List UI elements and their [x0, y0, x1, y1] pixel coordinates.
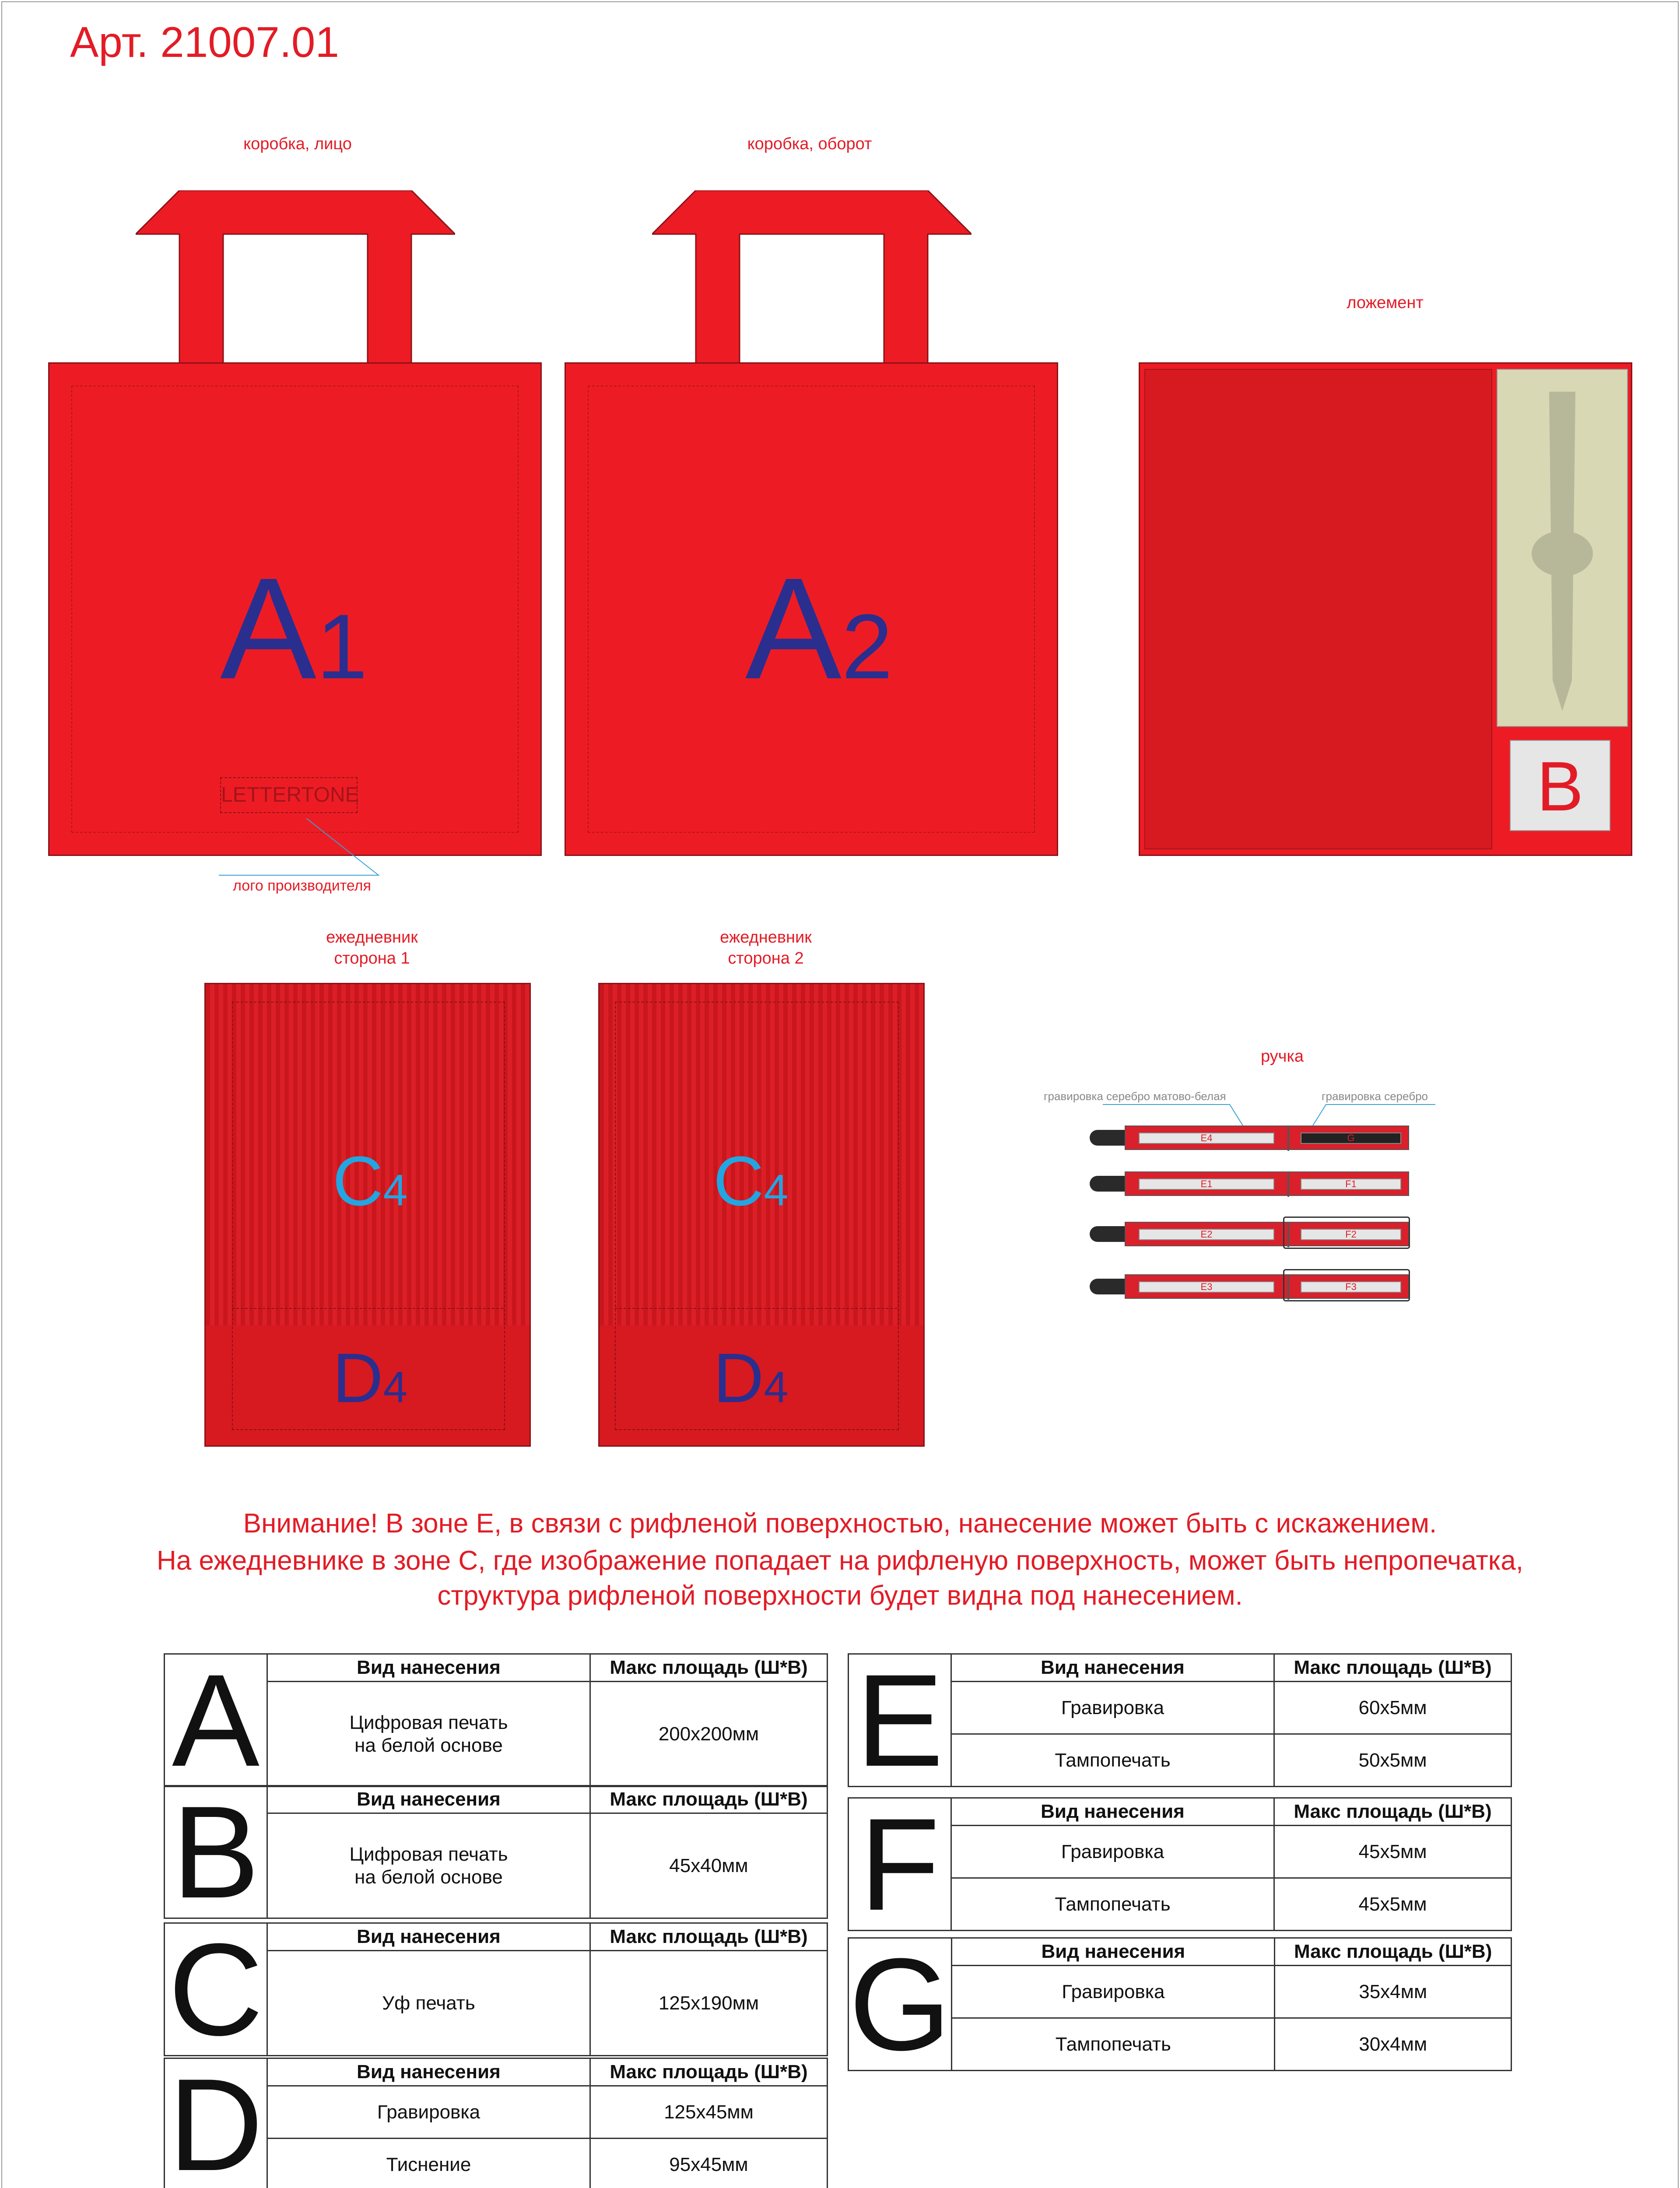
caption-logo: лого производителя [233, 877, 371, 894]
spec-e-letter: E [849, 1654, 951, 1787]
spec-table-g: G Вид нанесения Макс площадь (Ш*В) Гравировка 35х4мм Тампопечать 30х4мм [848, 1937, 1512, 2071]
caption-box-back: коробка, оборот [747, 135, 872, 153]
spec-b-method: Цифровая печать на белой основе [267, 1813, 590, 1918]
zone-a1-label: A1 [220, 547, 368, 709]
caption-pen: ручка [1260, 1047, 1304, 1066]
spec-f-method-1: Гравировка [951, 1826, 1274, 1878]
spec-g-method-2: Тампопечать [952, 2018, 1275, 2071]
spec-f-area-2: 45х5мм [1274, 1878, 1512, 1931]
spec-f-area-1: 45х5мм [1274, 1826, 1512, 1878]
pen-1-zone-g: G [1301, 1133, 1401, 1144]
spec-c-letter: C [165, 1923, 267, 2056]
caption-diary-2: ежедневник сторона 2 [720, 928, 812, 968]
pen-1 [1090, 1126, 1413, 1150]
bag-back-handle [652, 190, 972, 365]
logo-leader-line [214, 818, 385, 880]
tray [1139, 362, 1632, 856]
spec-a-method: Цифровая печать на белой основе [267, 1682, 590, 1787]
spec-b-area: 45х40мм [590, 1813, 828, 1918]
spec-table-d: D Вид нанесения Макс площадь (Ш*В) Гравировка 125х45мм Тиснение 95х45мм [164, 2058, 828, 2188]
spec-table-b: B Вид нанесения Макс площадь (Ш*В) Цифровая печать на белой основе 45х40мм [164, 1785, 828, 1919]
pen-silhouette-icon [1498, 370, 1627, 726]
pen-3 [1090, 1222, 1413, 1246]
bag-front-handle [136, 190, 455, 365]
spec-c-area: 125х190мм [590, 1951, 828, 2056]
spec-e-method-2: Тампопечать [951, 1734, 1274, 1787]
spec-b-letter: B [165, 1786, 267, 1918]
caption-diary-1: ежедневник сторона 1 [326, 928, 418, 968]
spec-c-method: Уф печать [267, 1951, 590, 2056]
spec-table-e: E Вид нанесения Макс площадь (Ш*В) Гравировка 60х5мм Тампопечать 50х5мм [848, 1653, 1512, 1787]
tray-pen-slot [1497, 369, 1628, 727]
pen-3-zone-e: E2 [1139, 1229, 1274, 1240]
spec-g-area-1: 35х4мм [1275, 1966, 1512, 2018]
notice-line-1: Внимание! В зоне Е, в связи с рифленой поверхностью, нанесение может быть с искажением. [243, 1508, 1437, 1539]
zone-d4-label-1: D4 [333, 1339, 408, 1417]
spec-g-letter: G [849, 1931, 951, 2078]
diary-side-2 [598, 983, 925, 1447]
pen-2-zone-e: E1 [1139, 1178, 1274, 1190]
zone-c4-label-1: C4 [333, 1142, 408, 1220]
diary-side-1 [204, 983, 531, 1447]
spec-e-area-1: 60х5мм [1274, 1682, 1512, 1734]
spec-table-a: A Вид нанесения Макс площадь (Ш*В) Цифровая печать на белой основе 200х200мм [164, 1653, 828, 1787]
pen-2 [1090, 1171, 1413, 1196]
spec-table-c: C Вид нанесения Макс площадь (Ш*В) Уф печать 125х190мм [164, 1922, 828, 2056]
spec-d-area-1: 125х45мм [590, 2086, 828, 2139]
caption-box-front: коробка, лицо [243, 135, 352, 153]
label-engraving-silver: гравировка серебро [1322, 1090, 1428, 1103]
spec-g-area-2: 30х4мм [1275, 2018, 1512, 2071]
spec-e-area-2: 50х5мм [1274, 1734, 1512, 1787]
spec-d-method-1: Гравировка [267, 2086, 590, 2139]
spec-table-f: F Вид нанесения Макс площадь (Ш*В) Гравировка 45х5мм Тампопечать 45х5мм [848, 1797, 1512, 1931]
pen-1-zone-e: E4 [1139, 1133, 1274, 1144]
zone-a2-label: A2 [745, 547, 893, 709]
caption-tray: ложемент [1347, 294, 1424, 312]
spec-f-letter: F [849, 1798, 951, 1931]
notice-line-3: структура рифленой поверхности будет видна под нанесением. [437, 1581, 1243, 1611]
manufacturer-logo: LETTERTONE [220, 777, 358, 813]
spec-a-area: 200х200мм [590, 1682, 828, 1787]
zone-b-label: B [1510, 740, 1610, 831]
label-engraving-matte: гравировка серебро матово-белая [1044, 1090, 1226, 1103]
spec-d-area-2: 95х45мм [590, 2139, 828, 2188]
spec-f-method-2: Тампопечать [951, 1878, 1274, 1931]
notice-line-2: На ежедневнике в зоне С, где изображение попадает на рифленую поверхность, может быть непропечатка, [157, 1546, 1523, 1576]
zone-d4-label-2: D4 [713, 1339, 789, 1417]
spec-g-method-1: Гравировка [952, 1966, 1275, 2018]
spec-d-method-2: Тиснение [267, 2139, 590, 2188]
pen-3-zone-f: F2 [1301, 1229, 1401, 1240]
pen-4 [1090, 1274, 1413, 1299]
spec-e-method-1: Гравировка [951, 1682, 1274, 1734]
pen-4-zone-f: F3 [1301, 1281, 1401, 1293]
spec-a-letter: A [165, 1654, 267, 1787]
spec-d-letter: D [165, 2058, 267, 2188]
article-title: Арт. 21007.01 [70, 18, 339, 66]
pen-2-zone-f: F1 [1301, 1178, 1401, 1190]
tray-compartment [1144, 369, 1492, 849]
pen-4-zone-e: E3 [1139, 1281, 1274, 1293]
zone-c4-label-2: C4 [713, 1142, 789, 1220]
